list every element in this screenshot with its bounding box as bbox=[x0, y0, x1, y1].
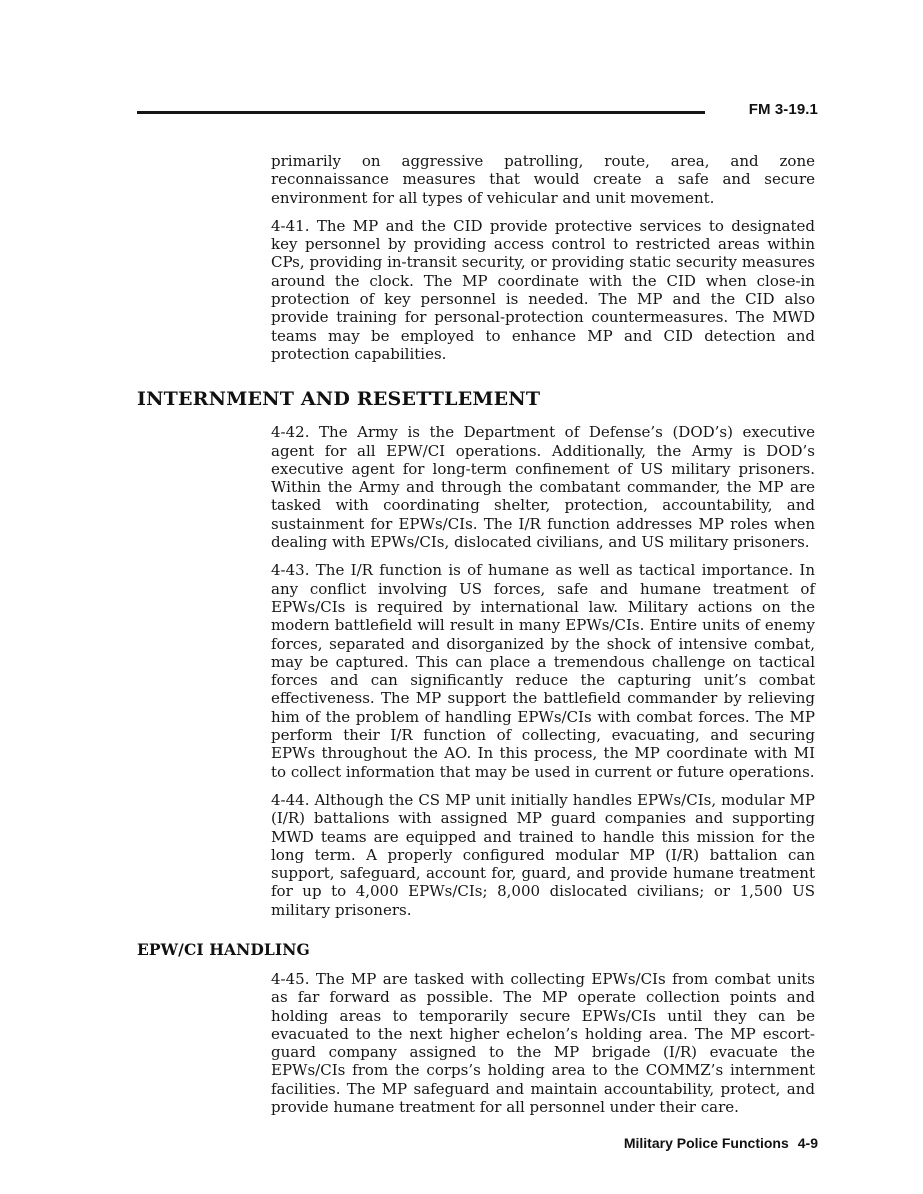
paragraph-4-44: 4-44. Although the CS MP unit initially handles EPWs/CIs, modular MP (I/R) battalions with assigned MP guard companies and supporting MWD teams are equipped and trained to handle this mission for the long term. A properly configured modular MP (I/R) battalion can support, safeguard, account for, guard, and provide humane treatment for up to 4,000 EPWs/CIs; 8,000 dislocated civilians; or 1,500 US military prisoners. bbox=[271, 790, 815, 919]
footer-page-number: 4-9 bbox=[797, 1135, 818, 1151]
header-rule bbox=[137, 111, 705, 114]
paragraph-4-41: 4-41. The MP and the CID provide protective services to designated key personnel by providing access control to restricted areas within CPs, providing in-transit security, or providing static security measures around the clock. The MP coordinate with the CID when close-in protection of key personnel is needed. The MP and the CID also provide training for personal-protection countermeasures. The MWD teams may be employed to enhance MP and CID detection and protection capabilities. bbox=[271, 216, 815, 363]
document-body bbox=[137, 152, 818, 1126]
paragraph-4-42: 4-42. The Army is the Department of Defense’s (DOD’s) executive agent for all EPW/CI operations. Additionally, the Army is DOD’s executive agent for long-term confinement of US military prisoners. Within the Army and through the combatant commander, the MP are tasked with coordinating shelter, protection, accountability, and sustainment for EPWs/CIs. The I/R function addresses MP roles when dealing with EPWs/CIs, dislocated civilians, and US military prisoners. bbox=[271, 423, 815, 552]
document-number: FM 3-19.1 bbox=[748, 101, 818, 118]
paragraph-continuation: primarily on aggressive patrolling, route, area, and zone reconnaissance measures that would create a safe and secure environment for all types of vehicular and unit movement. bbox=[271, 152, 815, 207]
section-heading-internment-and-resettlement: INTERNMENT AND RESETTLEMENT bbox=[137, 388, 541, 411]
page-footer bbox=[624, 1135, 818, 1151]
section-heading-epw-ci-handling: EPW/CI HANDLING bbox=[137, 939, 310, 959]
paragraph-4-43: 4-43. The I/R function is of humane as well as tactical importance. In any conflict involving US forces, safe and humane treatment of EPWs/CIs is required by international law. Military actions on the modern battlefield will result in many EPWs/CIs. Entire units of enemy forces, separated and disorganized by the shock of intensive combat, may be captured. This can place a tremendous challenge on tactical forces and can significantly reduce the capturing unit’s combat effectiveness. The MP support the battlefield commander by relieving him of the problem of handling EPWs/CIs with combat forces. The MP perform their I/R function of collecting, evacuating, and securing EPWs throughout the AO. In this process, the MP coordinate with MI to collect information that may be used in current or future operations. bbox=[271, 561, 815, 781]
paragraph-4-45: 4-45. The MP are tasked with collecting EPWs/CIs from combat units as far forward as possible. The MP operate collection points and holding areas to temporarily secure EPWs/CIs until they can be evacuated to the next higher echelon’s holding area. The MP escort-guard company assigned to the MP brigade (I/R) evacuate the EPWs/CIs from the corps’s holding area to the COMMZ’s internment facilities. The MP safeguard and maintain accountability, protect, and provide humane treatment for all personnel under their care. bbox=[271, 969, 815, 1117]
footer-title: Military Police Functions bbox=[623, 1135, 789, 1151]
